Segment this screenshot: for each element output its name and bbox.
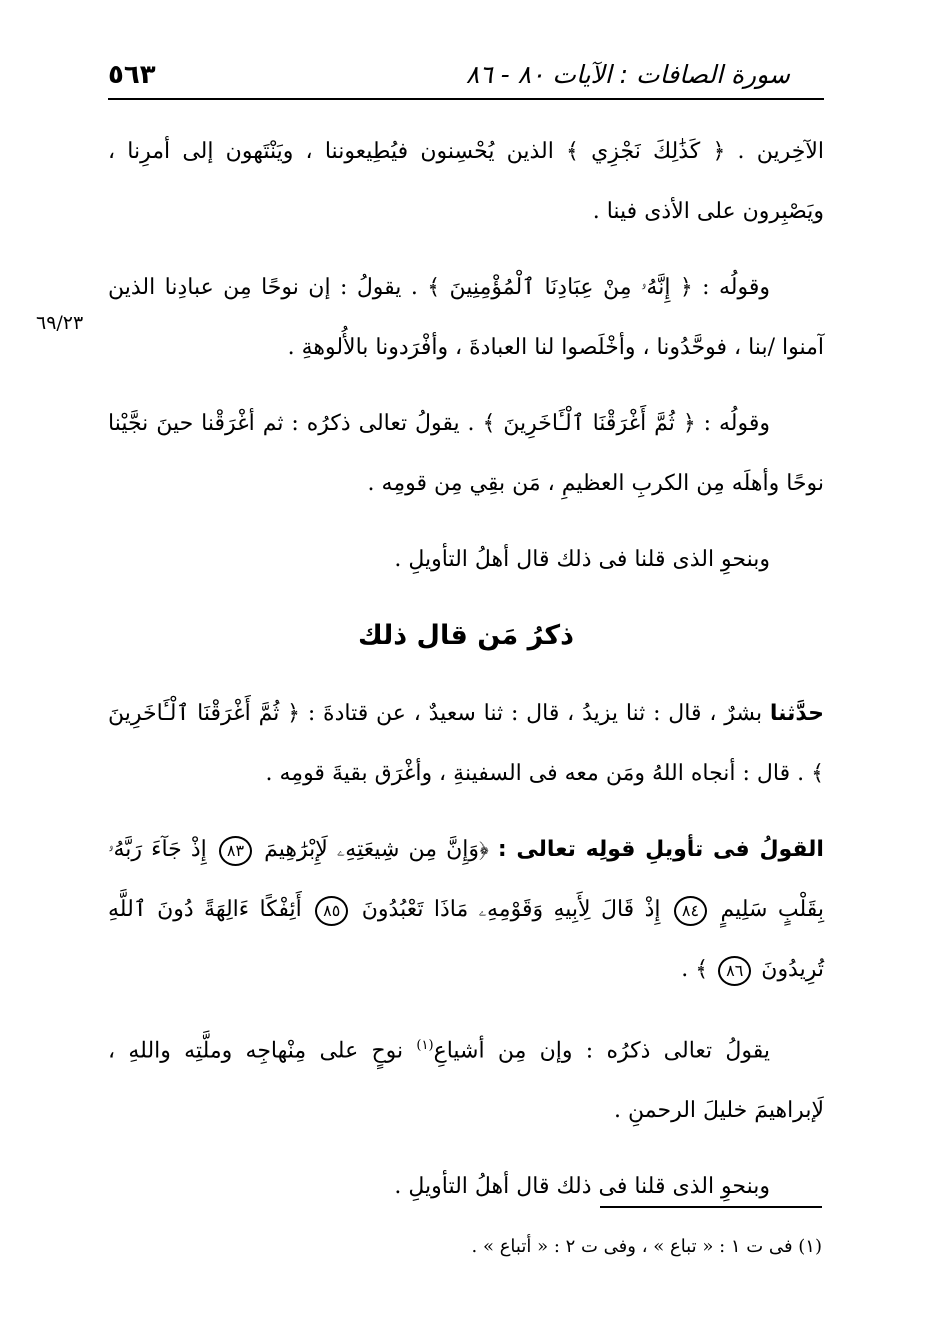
paragraph-7 <box>108 1016 824 1141</box>
verse-83-text: ﴿وَإِنَّ مِن شِيعَتِهِۦ لَإِبْرَٰهِيمَ <box>264 837 489 862</box>
page-number: ٥٦٣ <box>108 60 156 90</box>
verse-84-text: إِذْ جَآءَ رَبَّهُۥ بِقَلْبٍ سَلِيمٍ <box>108 837 825 922</box>
header-rule <box>108 98 824 100</box>
paragraph-7-start: يقولُ تعالى ذكرُه : وإن مِن أشياعِ <box>433 1038 770 1064</box>
narration-text: بشرٌ ، قال : ثنا يزيدُ ، قال : ثنا سعيدٌ ، عن قتادةَ : ﴿ ثُمَّ أَغْرَقْنَا ٱلْـَٔاخَرِينَ ﴾ . قال : أنجاه اللهُ ومَن معه فى السفينةِ ، وأغْرَق بقيةَ قومِه . <box>108 701 824 786</box>
verse-marker-86: ٨٦ <box>718 956 751 986</box>
narration-lead: حدَّثنا <box>769 701 824 726</box>
verse-marker-83: ٨٣ <box>219 836 252 866</box>
verse-marker-84: ٨٤ <box>674 896 707 926</box>
paragraph-3: وقولُه : ﴿ ثُمَّ أَغْرَقْنَا ٱلْـَٔاخَرِينَ ﴾ . يقولُ تعالى ذكرُه : ثم أغْرَقْنا حينَ نجَّيْنا نوحًا وأهلَه مِن الكربِ العظيمِ ، مَن بقِي مِن قومِه . <box>108 411 824 496</box>
verse-close: ﴾ . <box>681 957 709 982</box>
paragraph-2: وقولُه : ﴿ إِنَّهُۥ مِنْ عِبَادِنَا ٱلْمُؤْمِنِينَ ﴾ . يقولُ : إن نوحًا مِن عبادِنا الذين آمنوا /بنا ، فوحَّدُونا ، وأخْلَصوا لنا العبادةَ ، وأفْرَدونا بالأُلوهةِ . <box>108 275 824 360</box>
verse-85-text: إِذْ قَالَ لِأَبِيهِ وَقَوْمِهِۦ مَاذَا تَعْبُدُونَ <box>361 897 661 922</box>
verse-marker-85: ٨٥ <box>315 896 348 926</box>
running-header: سورة الصافات : الآيات ٨٠ - ٨٦ <box>465 60 790 89</box>
paragraph-6 <box>108 820 824 1000</box>
footnote: (١) فى ت ١ : « تباع » ، وفى ت ٢ : « أتباع » . <box>471 1236 822 1257</box>
footnote-rule <box>600 1206 822 1208</box>
paragraph-8: وبنحوِ الذى قلنا فى ذلك قال أهلُ التأويلِ . <box>394 1174 770 1200</box>
section-heading: ذكرُ مَن قال ذلك <box>358 620 574 651</box>
paragraph-5 <box>108 684 824 804</box>
paragraph-4: وبنحوِ الذى قلنا فى ذلك قال أهلُ التأويلِ . <box>394 547 770 572</box>
footnote-reference: (١) <box>416 1038 434 1053</box>
body-text <box>108 122 824 1233</box>
verse-86-text: أَئِفْكًا ءَالِهَةً دُونَ ٱللَّهِ تُرِيدُونَ <box>108 897 824 982</box>
tafsir-lead: القولُ فى تأويلِ قولِه تعالى : <box>497 837 824 862</box>
paragraph-1: الآخِرين . ﴿ كَذَٰلِكَ نَجْزِي ﴾ الذين يُحْسِنون فيُطِيعوننا ، ويَنْتَهون إلى أمرِنا ، ويَصْبِرون على الأذى فينا . <box>108 139 824 224</box>
paragraph-7-end: نوحٍ على مِنْهاجِه وملَّتِه واللهِ ، لَإبراهيمَ خليلَ الرحمنِ . <box>108 1038 824 1124</box>
margin-note: ٦٩/٢٣ <box>36 312 84 334</box>
